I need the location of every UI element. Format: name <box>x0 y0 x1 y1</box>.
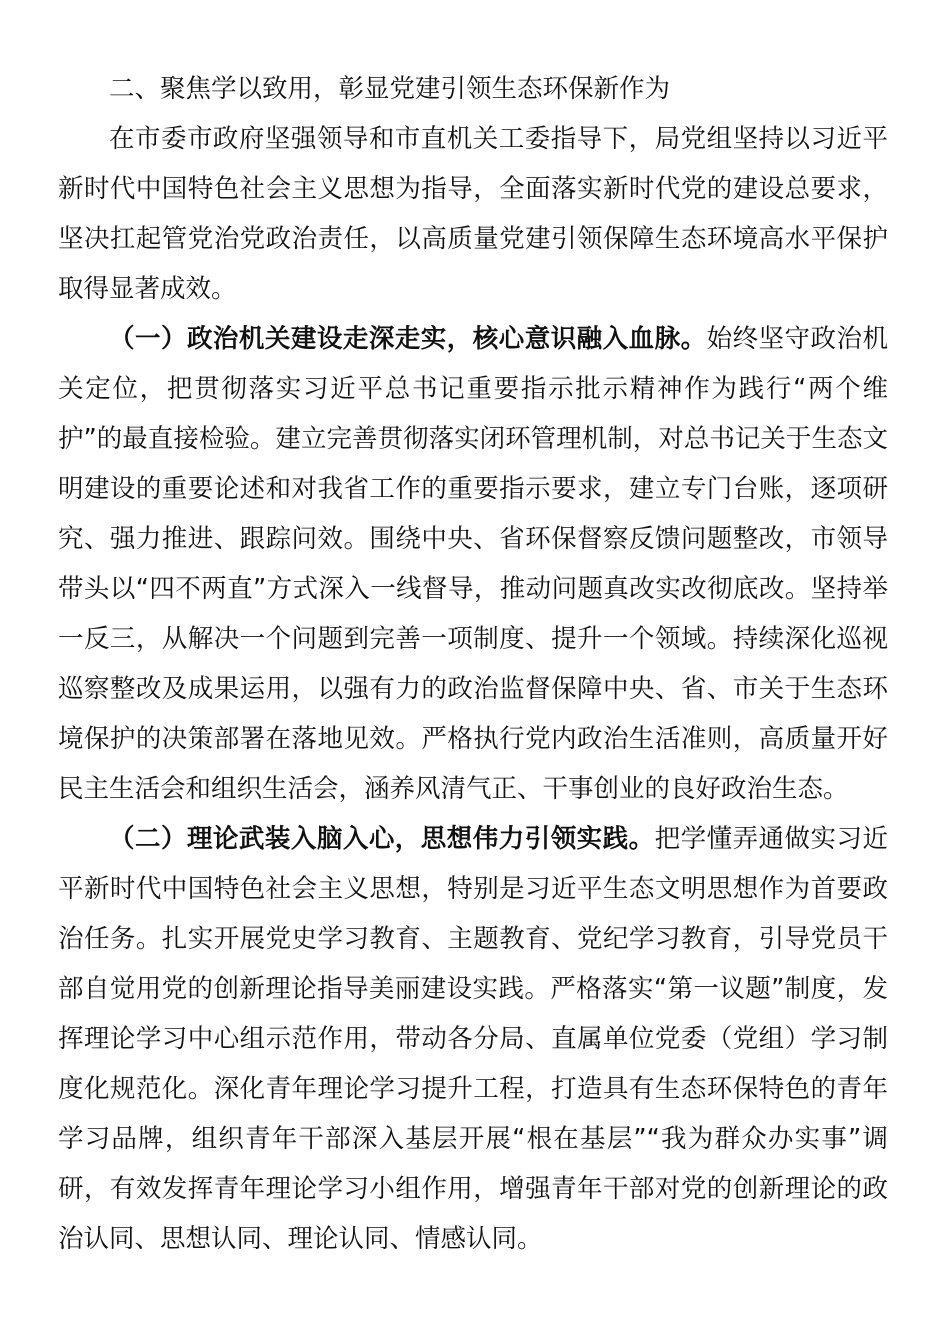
subsection-body-2: 把学懂弄通做实习近平新时代中国特色社会主义思想，特别是习近平生态文明思想作为首要政治任务。扎实开展党史学习教育、主题教育、党纪学习教育，引导党员干部自觉用党的创新理论指导美丽建设实践。严格落实“第一议题”制度，发挥理论学习中心组示范作用，带动各分局、直属单位党委（党组）学习制度化规范化。深化青年理论学习提升工程，打造具有生态环保特色的青年学习品牌，组织青年干部深入基层开展“根在基层”“我为群众办实事”调研，有效发挥青年理论学习小组作用，增强青年干部对党的创新理论的政治认同、思想认同、理论认同、情感认同。 <box>58 824 888 1254</box>
subsection-title-1: （一）政治机关建设走深走实，核心意识融入血脉。 <box>109 324 707 354</box>
intro-paragraph: 在市委市政府坚强领导和市直机关工委指导下，局党组坚持以习近平新时代中国特色社会主义思想为指导，全面落实新时代党的建设总要求，坚决扛起管党治党政治责任，以高质量党建引领保障生态环境高水平保护取得显著成效。 <box>58 124 888 304</box>
document-page <box>58 64 888 1264</box>
subsection-title-2: （二）理论武装入脑入心，思想伟力引领实践。 <box>109 824 655 854</box>
subsection-paragraph-1 <box>58 314 888 814</box>
subsection-body-1: 始终坚守政治机关定位，把贯彻落实习近平总书记重要指示批示精神作为践行“两个维护”的最直接检验。建立完善贯彻落实闭环管理机制，对总书记关于生态文明建设的重要论述和对我省工作的重要指示要求，建立专门台账，逐项研究、强力推进、跟踪问效。围绕中央、省环保督察反馈问题整改，市领导带头以“四不两直”方式深入一线督导，推动问题真改实改彻底改。坚持举一反三，从解决一个问题到完善一项制度、提升一个领域。持续深化巡视巡察整改及成果运用，以强有力的政治监督保障中央、省、市关于生态环境保护的决策部署在落地见效。严格执行党内政治生活准则，高质量开好民主生活会和组织生活会，涵养风清气正、干事创业的良好政治生态。 <box>58 324 888 804</box>
section-heading: 二、聚焦学以致用，彰显党建引领生态环保新作为 <box>109 74 671 104</box>
subsection-paragraph-2 <box>58 814 888 1264</box>
